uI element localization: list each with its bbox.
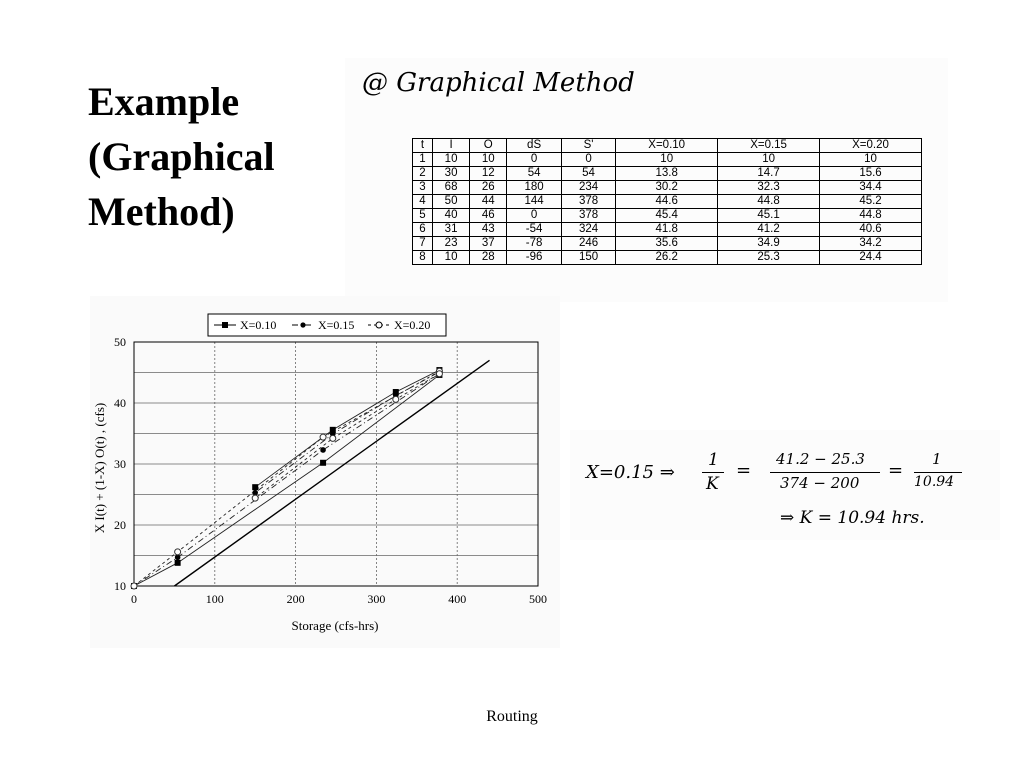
x-tick-label: 500 xyxy=(529,592,547,606)
table-cell: 54 xyxy=(507,167,561,181)
table-cell: 0 xyxy=(507,153,561,167)
table-cell: 4 xyxy=(413,195,433,209)
header-outflow: O xyxy=(470,139,507,153)
eq-k-fraction-bar xyxy=(702,472,724,473)
table-cell: -54 xyxy=(507,223,561,237)
table-row xyxy=(413,181,922,195)
table-cell: 30.2 xyxy=(616,181,718,195)
point-x010 xyxy=(252,484,258,490)
table-cell: 378 xyxy=(561,209,615,223)
header-x015: X=0.15 xyxy=(718,139,820,153)
storage-chart-svg xyxy=(90,296,560,648)
table-cell: 246 xyxy=(561,237,615,251)
table-cell: -96 xyxy=(507,251,561,265)
header-ds: dS xyxy=(507,139,561,153)
table-cell: 43 xyxy=(470,223,507,237)
table-row xyxy=(413,223,922,237)
point-x020 xyxy=(393,396,399,402)
table-row xyxy=(413,153,922,167)
x-tick-label: 200 xyxy=(286,592,305,606)
header-x020: X=0.20 xyxy=(820,139,922,153)
table-cell: 31 xyxy=(432,223,469,237)
legend-marker xyxy=(376,322,382,328)
table-cell: 45.1 xyxy=(718,209,820,223)
eq-mid-fraction-bar xyxy=(770,472,880,473)
table-cell: 24.4 xyxy=(820,251,922,265)
header-x010: X=0.10 xyxy=(616,139,718,153)
table-cell: 6 xyxy=(413,223,433,237)
eq-equals-1: = xyxy=(736,460,752,481)
table-cell: 34.4 xyxy=(820,181,922,195)
point-x015 xyxy=(252,490,258,496)
y-tick-label: 10 xyxy=(114,579,126,593)
table-cell: 14.7 xyxy=(718,167,820,181)
x-tick-label: 100 xyxy=(205,592,224,606)
table-cell: 40.6 xyxy=(820,223,922,237)
table-cell: 37 xyxy=(470,237,507,251)
handwritten-heading: @ Graphical Method xyxy=(362,68,635,98)
table-cell: 180 xyxy=(507,181,561,195)
table-row xyxy=(413,209,922,223)
eq-mid-den: 374 − 200 xyxy=(780,474,860,492)
table-row xyxy=(413,167,922,181)
table-cell: 10 xyxy=(432,251,469,265)
table-cell: 10 xyxy=(470,153,507,167)
table-cell: 3 xyxy=(413,181,433,195)
table-cell: 50 xyxy=(432,195,469,209)
slide-title-line-2: (Graphical xyxy=(88,134,275,179)
slide-footer: Routing xyxy=(486,708,538,725)
table-cell: 26 xyxy=(470,181,507,195)
table-cell: 12 xyxy=(470,167,507,181)
slide-title-line-1: Example xyxy=(88,79,240,124)
table-cell: 1 xyxy=(413,153,433,167)
table-cell: 2 xyxy=(413,167,433,181)
table-cell: 34.2 xyxy=(820,237,922,251)
table-cell: 34.9 xyxy=(718,237,820,251)
point-x020 xyxy=(175,549,181,555)
storage-chart xyxy=(90,296,560,648)
y-tick-label: 30 xyxy=(114,457,126,471)
eq-result: ⇒ K = 10.94 hrs. xyxy=(780,508,925,528)
slide-title-line-3: Method) xyxy=(88,189,235,234)
table-cell: 144 xyxy=(507,195,561,209)
handwritten-equation xyxy=(580,440,980,540)
slide-title xyxy=(88,74,275,239)
eq-k-den: K xyxy=(706,474,719,494)
legend-label: X=0.20 xyxy=(394,318,431,332)
x-tick-label: 300 xyxy=(367,592,386,606)
table-cell: 41.8 xyxy=(616,223,718,237)
x-tick-label: 400 xyxy=(448,592,467,606)
point-x020 xyxy=(131,583,137,589)
table-cell: 28 xyxy=(470,251,507,265)
table-cell: 44.6 xyxy=(616,195,718,209)
x-axis-label: Storage (cfs-hrs) xyxy=(291,618,379,633)
table-row xyxy=(413,251,922,265)
table-cell: 234 xyxy=(561,181,615,195)
table-cell: 25.3 xyxy=(718,251,820,265)
point-x020 xyxy=(436,371,442,377)
table-cell: 23 xyxy=(432,237,469,251)
table-cell: 44 xyxy=(470,195,507,209)
table-cell: 45.2 xyxy=(820,195,922,209)
legend-marker xyxy=(300,322,305,327)
eq-mid-num: 41.2 − 25.3 xyxy=(776,450,865,468)
point-x020 xyxy=(252,495,258,501)
eq-lhs: X=0.15 ⇒ xyxy=(586,462,675,483)
table-cell: 10 xyxy=(432,153,469,167)
eq-r-den: 10.94 xyxy=(914,474,955,490)
chart-legend xyxy=(208,314,446,336)
point-x010 xyxy=(175,560,181,566)
table-cell: 13.8 xyxy=(616,167,718,181)
table-row xyxy=(413,195,922,209)
table-cell: 8 xyxy=(413,251,433,265)
table-cell: 44.8 xyxy=(820,209,922,223)
y-tick-label: 20 xyxy=(114,518,126,532)
y-axis-label: X I(t) + (1-X) O(t) , (cfs) xyxy=(92,402,107,534)
chart-background xyxy=(90,296,560,648)
table-cell: 30 xyxy=(432,167,469,181)
header-t: t xyxy=(413,139,433,153)
table-cell: 324 xyxy=(561,223,615,237)
table-cell: 0 xyxy=(561,153,615,167)
x-tick-label: 0 xyxy=(131,592,137,606)
table-cell: 378 xyxy=(561,195,615,209)
table-cell: 46 xyxy=(470,209,507,223)
table-cell: 150 xyxy=(561,251,615,265)
eq-equals-2: = xyxy=(888,460,904,481)
y-tick-label: 40 xyxy=(114,396,126,410)
table-cell: 45.4 xyxy=(616,209,718,223)
table-header-row xyxy=(413,139,922,153)
eq-k-num: 1 xyxy=(708,450,719,470)
table-cell: 68 xyxy=(432,181,469,195)
point-x010 xyxy=(320,460,326,466)
table-cell: 0 xyxy=(507,209,561,223)
table-cell: 40 xyxy=(432,209,469,223)
table-cell: 5 xyxy=(413,209,433,223)
header-inflow: I xyxy=(432,139,469,153)
eq-r-num: 1 xyxy=(932,450,942,468)
table-cell: 35.6 xyxy=(616,237,718,251)
legend-label: X=0.10 xyxy=(240,318,277,332)
point-x020 xyxy=(320,434,326,440)
routing-table xyxy=(412,138,922,265)
table-cell: 32.3 xyxy=(718,181,820,195)
header-storage: S' xyxy=(561,139,615,153)
eq-r-fraction-bar xyxy=(914,472,962,473)
table-cell: 44.8 xyxy=(718,195,820,209)
point-x015 xyxy=(320,447,326,453)
point-x015 xyxy=(175,555,181,561)
table-cell: 54 xyxy=(561,167,615,181)
table-cell: 7 xyxy=(413,237,433,251)
table-cell: 15.6 xyxy=(820,167,922,181)
table-cell: -78 xyxy=(507,237,561,251)
table-cell: 10 xyxy=(718,153,820,167)
table-cell: 10 xyxy=(616,153,718,167)
table-row xyxy=(413,237,922,251)
point-x020 xyxy=(330,435,336,441)
legend-marker xyxy=(222,322,228,328)
y-tick-label: 50 xyxy=(114,335,126,349)
legend-label: X=0.15 xyxy=(318,318,355,332)
table-cell: 26.2 xyxy=(616,251,718,265)
table-cell: 10 xyxy=(820,153,922,167)
table-cell: 41.2 xyxy=(718,223,820,237)
